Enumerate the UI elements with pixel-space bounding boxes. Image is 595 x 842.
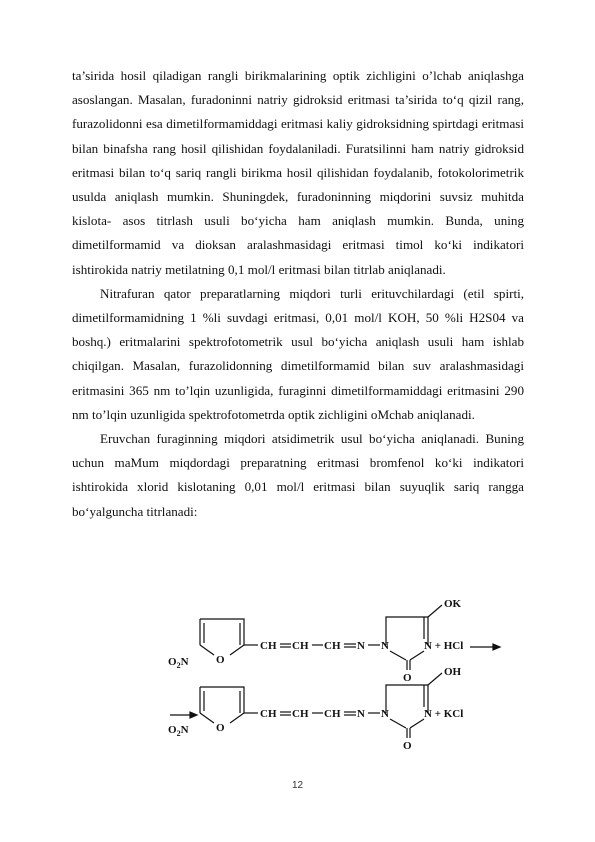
- page-number: 12: [291, 780, 304, 791]
- ch-2-row1: CH: [292, 640, 309, 652]
- paragraph-1: ta’sirida hosil qiladigan rangli birikmalarining optik zichligini o’lchab aniqlashga asoslangan. Masalan, furadoninni natriy gidroksid eritmasi ta’sirida to‘q qizil rang, furazolidonni esa dimetilformamiddagi eritmasi kaliy gidroksidning spirtdagi eritmasi bilan binafsha rang hosil qilishidan foydalaniladi. Furatsilinni ham natriy gidroksid eritmasi bilan to‘q sariq rangli birikma hosil qilishidan foydalanib, fotokolorimetrik usulda aniqlash mumkin. Shuningdek, furadoninning miqdorini suvsiz muhitda kislota- asos titrlash usuli bo‘yicha ham aniqlash mumkin. Bunda, uning dimetilformamid va dioksan aralashmasidagi eritmasi timol ko‘ki indikatori ishtirokida natriy metilatning 0,1 mol/l eritmasi bilan titrlab aniqlanadi.: [72, 68, 524, 277]
- carbonyl-o-row2: O: [403, 740, 412, 752]
- n-plus-kcl: N + KCl: [424, 708, 464, 720]
- furan-oxygen-2: O: [216, 722, 225, 734]
- nitro-group-1: $O_2N$: [168, 656, 189, 670]
- n-1-row2: N: [357, 708, 365, 720]
- n-plus-hcl: N + HCl: [424, 640, 464, 652]
- furan-oxygen-1: O: [216, 654, 225, 666]
- carbonyl-o-row1: O: [403, 672, 412, 684]
- reaction-scheme: [160, 597, 505, 757]
- side-group-row1: OK: [444, 598, 462, 610]
- nitro-group-2: $O_2N$: [168, 724, 189, 738]
- ch-2-row2: CH: [292, 708, 309, 720]
- paragraph-2: Nitrafuran qator preparatlarning miqdori turli erituvchilardagi (etil spirti, dimetilformamidning 1 %li suvdagi eritmasi, 0,01 mol/l KOH, 50 %li H2S04 va boshq.) eritmalarini spektrofotometrik usul bo‘yicha aniqlash usuli ham ishlab chiqilgan. Masalan, furazolidonning dimetilformamid bilan suv aralashmasidagi eritmasini 365 nm to’lqin uzunligida, furaginni dimetilformamiddagi eritmasini 290 nm to’lqin uzunligida spektrofotometrda optik zichligini oMchab aniqlanadi.: [72, 285, 524, 422]
- ch-1-row1: CH: [260, 640, 277, 652]
- ch-3-row2: CH: [324, 708, 341, 720]
- reaction-svg: [160, 597, 505, 757]
- n-1-row1: N: [357, 640, 365, 652]
- paragraph-3: Eruvchan furaginning miqdori atsidimetrik usul bo‘yicha aniqlanadi. Buning uchun maMum miqdordagi preparatning eritmasi bromfenol ko‘ki indikatori ishtirokida xlorid kislotaning 0,01 mol/l eritmasi bilan suyuqlik sariq rangga bo‘yalguncha titrlanadi:: [72, 431, 524, 519]
- ch-3-row1: CH: [324, 640, 341, 652]
- ch-1-row2: CH: [260, 708, 277, 720]
- body-text: [72, 64, 524, 524]
- side-group-row2: OH: [444, 666, 462, 678]
- n-2-row2: N: [381, 708, 389, 720]
- n-2-row1: N: [381, 640, 389, 652]
